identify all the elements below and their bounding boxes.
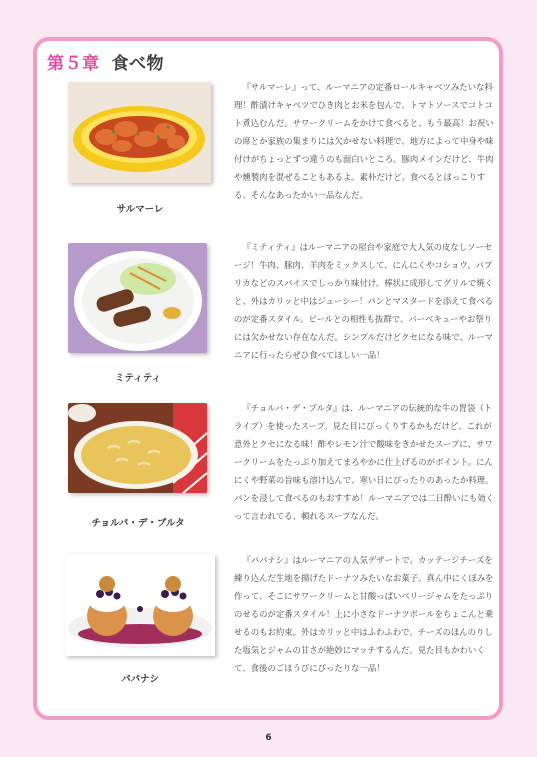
mititei-photo	[68, 243, 207, 353]
mititei-text: 『ミティティ』はルーマニアの屋台や家庭で大人気の皮なしソーセージ！牛肉、豚肉、羊肉をミックスして、にんにくやコショウ、パプリカなどのスパイスでしっかり味付け。棒状に成形してグリルで焼くと、外はカリッと中はジューシー！パンとマスタードを添えて食べるのが定番スタイル。ビールとの相性も抜群で、バーベキューやお祭りには欠かせない存在なんだ。シンプルだけどクセになる味で、ルーマニアに行ったらぜひ食べてほしい一品！	[234, 242, 494, 360]
page-frame	[33, 37, 503, 720]
page-number: 6	[265, 733, 272, 743]
sarmale-text: 『サルマーレ』って、ルーマニアの定番ロールキャベツみたいな料理！酢漬けキャベツでひき肉とお米を包んで、トマトソースでコトコト煮込むんだ。サワークリームをかけて食べると、もう最高！お祝いの席とか家族の集まりには欠かせない料理で、地方によって中身や味付けがちょっとずつ違うのも面白いところ。豚肉メインだけど、牛肉や燻製肉を混ぜることもあるよ。素朴だけど、食べるとほっこりする、そんなあったかい一品なんだ。	[234, 82, 494, 200]
papanasi-text: 『パパナシ』はルーマニアの人気デザートで、カッテージチーズを練り込んだ生地を揚げたドーナツみたいなお菓子。真ん中にくぼみを作って、そこにサワークリームと甘酸っぱいベリージャムをたっぷりのせるのが定番スタイル！上に小さなドーナツボールをちょこんと乗せるのもお約束。外はカリッと中はふわふわで、チーズのほんのりした塩気とジャムの甘さが絶妙にマッチするんだ。見た目もかわいくて、食後のごほうびにぴったりな一品！	[234, 555, 494, 673]
sarmale-photo	[68, 82, 211, 183]
ciorba-caption: チョルバ・デ・ブルタ	[91, 518, 185, 529]
mititei-caption: ミティティ	[115, 373, 161, 384]
papanasi-photo	[65, 554, 215, 656]
chapter-number: 第５章	[47, 54, 100, 74]
ciorba-photo	[68, 403, 207, 493]
ciorba-text: 『チョルバ・デ・ブルタ』は、ルーマニアの伝統的な牛の胃袋（トライプ）を使ったスープ。見た目にびっくりするかもだけど、これが意外とクセになる味！酢やレモン汁で酸味をきかせたスープに、サワークリームをたっぷり加えてまろやかに仕上げるのがポイント。にんにくや野菜の旨味も溶け込んで、寒い日にぴったりのあったか料理。パンを浸して食べるのもおすすめ！ルーマニアでは二日酔いにも効くって言われてる、頼れるスープなんだ。	[234, 403, 494, 521]
chapter-heading	[47, 49, 164, 74]
chapter-title: 食べ物	[111, 54, 164, 74]
papanasi-caption: パパナシ	[121, 674, 159, 685]
sarmale-caption: サルマーレ	[116, 204, 164, 215]
